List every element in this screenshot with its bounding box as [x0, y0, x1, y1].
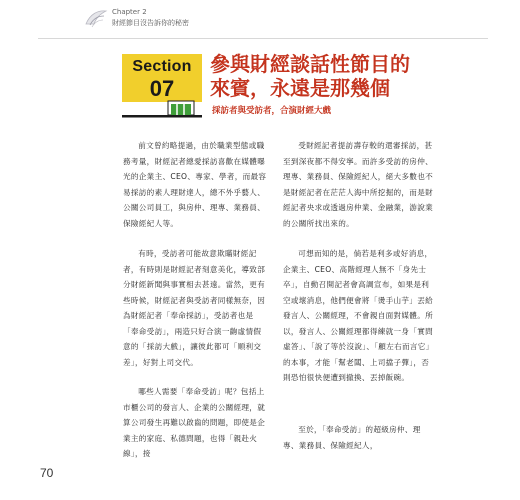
section-title-line-1: 參與財經談話性節目的 [210, 52, 410, 76]
section-title [210, 52, 490, 100]
section-label: Section [132, 58, 192, 75]
chapter-subtitle: 財經節目沒告訴你的秘密 [112, 19, 189, 27]
paragraph: 哪些人需要「奉命受訪」呢？包括上市櫃公司的發言人、企業的公關經理，就算公司發生再難以啟齒的問題，即使是企業主的家庭、私德問題，也得「親赴火線」，接 [123, 387, 266, 458]
section-subtitle: 採訪者與受訪者，合演財經大戲 [212, 106, 332, 116]
right-column-top [283, 138, 433, 231]
paragraph: 前文曾約略提過，由於職業型態或職務考量，財經記者總愛採訪喜歡在媒體曝光的企業主、CEO、專家、學者，而最容易採訪的素人理財達人，總不外乎藝人、公關公司員工，與房仲、理專、業務員、保險經紀人等。 [123, 141, 267, 228]
section-number: 07 [149, 76, 175, 101]
chapter-wing-icon [84, 8, 108, 30]
right-column-bottom [283, 422, 433, 453]
paragraph: 有時，受訪者可能故意欺瞞財經記者，有時則是財經記者刻意美化，導致部分財經新聞與事實相去甚遠。當然，更有些時候，財經記者與受訪者同樣無奈，因為財經記者「奉命採訪」，受訪者也是「奉命受訪」，兩造只好合演一齣虛情假意的「採訪大戲」，讓彼此都可「順利交差」，好對上司交代。 [123, 249, 266, 367]
header-divider [38, 38, 488, 39]
paragraph: 受財經記者提訪壽存較的還審採訪，甚至到深夜都不得安寧。而許多受訪的房仲、理專、業務員、保險經紀人，絕大多數也不是財經記者在茫茫人海中所挖掘的，而是財經記者央求或透過房仲業、金融業，游說業的公關所找出來的。 [283, 141, 433, 228]
left-column-bottom [123, 384, 268, 462]
page-number: 70 [40, 466, 54, 480]
right-column-middle [283, 246, 433, 386]
section-title-line-2: 來賓，永遠是那幾個 [210, 76, 390, 100]
section-badge [122, 54, 202, 120]
left-column-top [123, 138, 268, 231]
chapter-label: Chapter 2 [112, 8, 147, 16]
left-column-middle [123, 246, 268, 370]
paragraph: 至於，「奉命受訪」的超級房仲、理專、業務員、保險經紀人， [283, 425, 421, 450]
paragraph: 可想而知的是，倘若是利多或好消息，企業主、CEO、高階經理人無不「身先士卒」，自動召開記者會高調宣布，如果是利空或壞消息，他們便會將「燙手山芋」丟給發言人、公關經理，不會親自面對媒體。所以，發言人、公關經理都得練就一身「實問虛答」、「說了等於沒說」、「顧左右而言它」的本事，才能「幫老闆、上司擋子彈」，否則恐怕很快便遭到撤換、丟掉飯碗。 [283, 249, 433, 382]
page-header [84, 6, 244, 36]
